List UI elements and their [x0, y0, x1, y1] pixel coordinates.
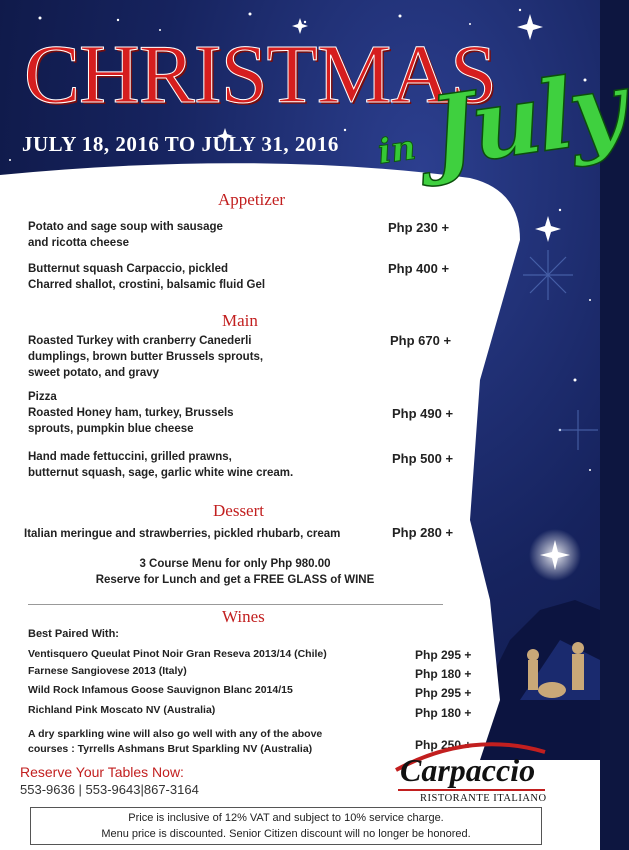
- wine-line: A dry sparkling wine will also go well with any of the above: [28, 728, 323, 740]
- brand-tagline: RISTORANTE ITALIANO: [420, 793, 547, 804]
- promo-dates: JULY 18, 2016 TO JULY 31, 2016: [22, 132, 339, 156]
- item-line: sweet potato, and gravy: [28, 367, 160, 379]
- item-line: and ricotta cheese: [28, 237, 129, 249]
- item-line: Butternut squash Carpaccio, pickled: [28, 263, 229, 275]
- footer-note: [30, 807, 542, 845]
- subtitle-july: July: [422, 50, 629, 189]
- reservation-phones[interactable]: 553-9636 | 553-9643|867-3164: [20, 782, 199, 797]
- wine-price: Php 295 +: [415, 686, 472, 700]
- section-title-dessert: Dessert: [213, 501, 264, 520]
- wine-price: Php 250 +: [415, 738, 472, 752]
- section-title-appetizer: Appetizer: [218, 190, 286, 209]
- item-line: Roasted Honey ham, turkey, Brussels: [28, 407, 234, 419]
- promo-line: 3 Course Menu for only Php 980.00: [139, 558, 331, 570]
- wine-price: Php 180 +: [415, 667, 472, 681]
- brand-logo: Carpaccio: [400, 752, 536, 788]
- item-line: dumplings, brown butter Brussels sprouts,: [28, 351, 264, 363]
- wine-price: Php 180 +: [415, 706, 472, 720]
- section-title-wines: Wines: [222, 607, 265, 626]
- item-price: Php 490 +: [392, 406, 454, 421]
- item-line: Roasted Turkey with cranberry Canederli: [28, 335, 252, 347]
- promo-line: Reserve for Lunch and get a FREE GLASS of WINE: [95, 574, 375, 586]
- wine-line: courses : Tyrrells Ashmans Brut Sparkling NV (Australia): [28, 743, 313, 755]
- wine-price: Php 295 +: [415, 648, 472, 662]
- item-line: Pizza: [28, 391, 57, 403]
- item-price: Php 400 +: [388, 261, 450, 276]
- item-line: sprouts, pumpkin blue cheese: [28, 423, 194, 435]
- footer-line: Menu price is discounted. Senior Citizen discount will no longer be honored.: [101, 828, 471, 840]
- item-line: butternut squash, sage, garlic white wine cream.: [28, 467, 294, 479]
- wine-item: Wild Rock Infamous Goose Sauvignon Blanc 2014/15: [28, 684, 293, 696]
- item-line: Potato and sage soup with sausage: [28, 221, 223, 233]
- item-price: Php 500 +: [392, 451, 454, 466]
- item-line: Italian meringue and strawberries, pickled rhubarb, cream: [24, 528, 341, 540]
- wine-item: Richland Pink Moscato NV (Australia): [28, 704, 216, 716]
- item-price: Php 280 +: [392, 525, 454, 540]
- item-line: Hand made fettuccini, grilled prawns,: [28, 451, 232, 463]
- item-price: Php 670 +: [390, 333, 452, 348]
- footer-line: Price is inclusive of 12% VAT and subject to 10% service charge.: [128, 812, 444, 824]
- wines-intro: Best Paired With:: [28, 628, 119, 640]
- item-price: Php 230 +: [388, 220, 450, 235]
- page-title: CHRISTMAS: [24, 28, 496, 121]
- wine-item: Ventisquero Queulat Pinot Noir Gran Reseva 2013/14 (Chile): [28, 648, 327, 660]
- wine-item: Farnese Sangiovese 2013 (Italy): [28, 665, 187, 677]
- item-line: Charred shallot, crostini, balsamic fluid Gel: [28, 279, 266, 291]
- reservation-title: Reserve Your Tables Now:: [20, 764, 184, 780]
- subtitle-in: in: [375, 127, 419, 173]
- section-title-main: Main: [222, 311, 258, 330]
